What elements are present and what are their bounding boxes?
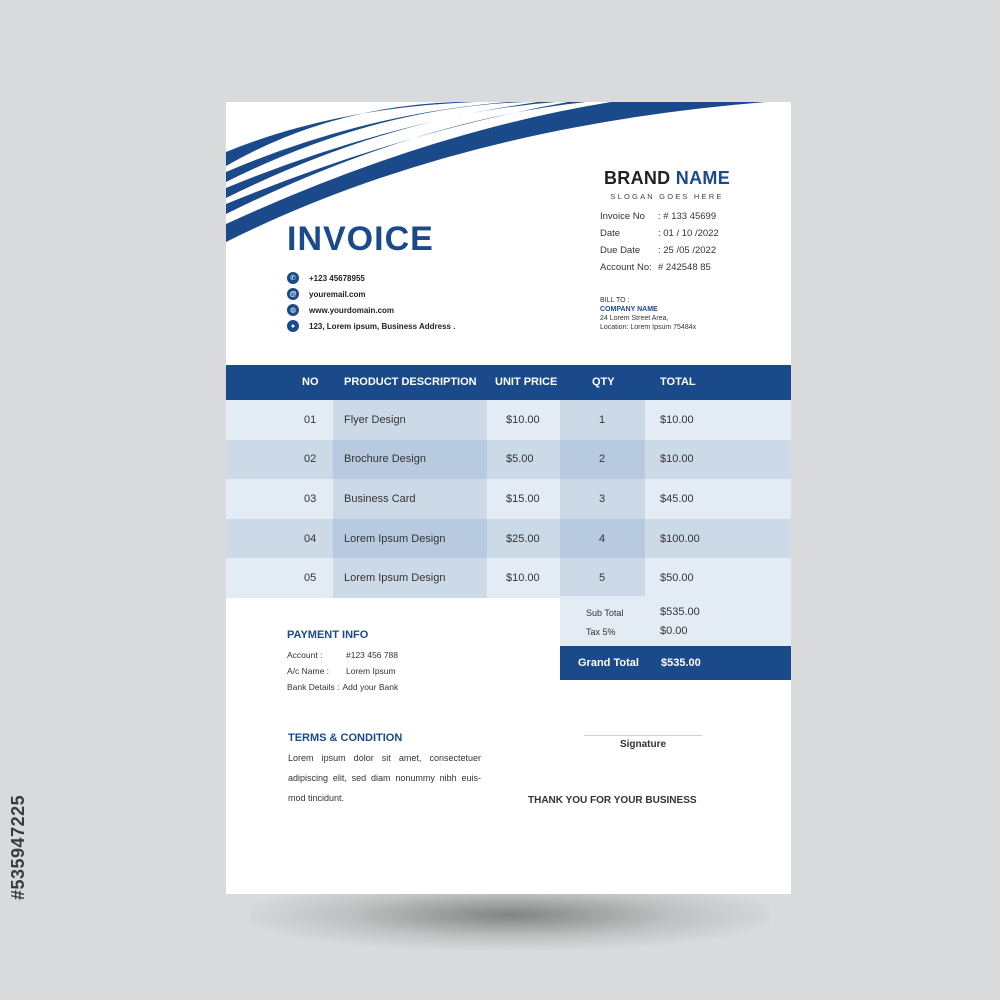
table-row bbox=[226, 479, 791, 519]
meta-label: Invoice No bbox=[600, 211, 645, 222]
cell-unit-price: $25.00 bbox=[506, 532, 540, 545]
stock-id-label: #535947225 bbox=[8, 794, 28, 900]
contact-text: 123, Lorem ipsum, Business Address . bbox=[309, 321, 456, 331]
meta-row-account-no bbox=[600, 259, 719, 276]
col-header-no: NO bbox=[302, 376, 319, 388]
contact-text: +123 45678955 bbox=[309, 273, 365, 283]
terms-text: Lorem ipsum dolor sit amet, consectetuer adipiscing elit, sed diam nonummy nibh euis-mod tincidunt. bbox=[288, 753, 481, 803]
payment-info bbox=[287, 647, 398, 695]
contact-website bbox=[287, 302, 455, 318]
location-pin-icon: ● bbox=[287, 320, 299, 332]
table-row bbox=[226, 519, 791, 559]
bill-to-company: COMPANY NAME bbox=[600, 306, 658, 313]
meta-row-date bbox=[600, 225, 719, 242]
subtotal-label: Sub Total bbox=[586, 608, 624, 618]
cell-description: Lorem Ipsum Design bbox=[344, 572, 446, 585]
cell-no: 04 bbox=[304, 532, 317, 545]
meta-label: Account No: bbox=[600, 262, 652, 273]
payment-label: Bank Details : bbox=[287, 682, 340, 692]
cell-description: Business Card bbox=[344, 492, 416, 505]
contact-email bbox=[287, 286, 455, 302]
table-row bbox=[226, 558, 791, 598]
cell-qty: 4 bbox=[599, 532, 606, 545]
meta-value: : # 133 45699 bbox=[658, 211, 717, 222]
cell-description: Lorem Ipsum Design bbox=[344, 532, 446, 545]
cell-no: 05 bbox=[304, 572, 317, 585]
contact-text: youremail.com bbox=[309, 289, 366, 299]
signature-line bbox=[584, 735, 702, 736]
payment-label: Account : bbox=[287, 650, 323, 660]
payment-value: #123 456 788 bbox=[346, 650, 398, 660]
payment-account-row bbox=[287, 647, 398, 663]
bill-to-block bbox=[600, 296, 696, 332]
cell-qty: 5 bbox=[599, 572, 606, 585]
meta-value: : 01 / 10 /2022 bbox=[658, 228, 719, 239]
meta-value: : 25 /05 /2022 bbox=[658, 245, 717, 256]
brand-slogan: SLOGAN GOES HERE bbox=[610, 192, 724, 201]
invoice-page bbox=[226, 102, 791, 894]
payment-label: A/c Name : bbox=[287, 666, 330, 676]
contact-list bbox=[287, 270, 455, 334]
cell-total: $50.00 bbox=[660, 572, 694, 585]
meta-label: Due Date bbox=[600, 245, 641, 256]
brand-block bbox=[602, 168, 732, 201]
tax-value: $0.00 bbox=[660, 625, 688, 637]
cell-total: $100.00 bbox=[660, 532, 700, 545]
payment-ac-name-row bbox=[287, 663, 398, 679]
cell-unit-price: $10.00 bbox=[506, 572, 540, 585]
grand-total-value: $535.00 bbox=[661, 657, 701, 669]
cell-unit-price: $15.00 bbox=[506, 492, 540, 505]
cell-unit-price: $5.00 bbox=[506, 453, 534, 466]
invoice-title: INVOICE bbox=[287, 220, 434, 258]
brand-name-part2: NAME bbox=[675, 168, 730, 188]
cell-description: Brochure Design bbox=[344, 453, 426, 466]
cell-no: 01 bbox=[304, 413, 317, 426]
contact-phone bbox=[287, 270, 455, 286]
invoice-meta bbox=[600, 208, 719, 276]
cell-no: 03 bbox=[304, 492, 317, 505]
cell-total: $10.00 bbox=[660, 413, 694, 426]
phone-icon: ✆ bbox=[287, 272, 299, 284]
cell-total: $10.00 bbox=[660, 453, 694, 466]
cell-description: Flyer Design bbox=[344, 413, 406, 426]
meta-label: Date bbox=[600, 228, 621, 239]
cell-total: $45.00 bbox=[660, 492, 694, 505]
meta-value: # 242548 85 bbox=[658, 262, 711, 273]
signature-label: Signature bbox=[619, 739, 667, 750]
bill-to-location: Location: Lorem Ipsum 75484x bbox=[600, 324, 697, 331]
grand-total-bar bbox=[560, 646, 791, 680]
brand-name-part1: BRAND bbox=[603, 168, 671, 188]
col-header-description: PRODUCT DESCRIPTION bbox=[344, 376, 477, 388]
cell-qty: 1 bbox=[599, 413, 606, 426]
terms-title: TERMS & CONDITION bbox=[288, 732, 403, 744]
meta-row-invoice-no bbox=[600, 208, 719, 225]
cell-qty: 2 bbox=[599, 453, 606, 466]
bill-to-street: 24 Lorem Street Area, bbox=[600, 315, 669, 322]
payment-info-title: PAYMENT INFO bbox=[287, 629, 369, 641]
tax-label: Tax 5% bbox=[586, 627, 616, 637]
payment-bank-row bbox=[287, 679, 398, 695]
totals-box bbox=[560, 596, 791, 648]
cell-no: 02 bbox=[304, 453, 317, 466]
col-header-qty: QTY bbox=[592, 376, 615, 388]
col-header-unit-price: UNIT PRICE bbox=[495, 376, 558, 388]
meta-row-due-date bbox=[600, 242, 719, 259]
table-body bbox=[226, 400, 791, 598]
table-row bbox=[226, 440, 791, 480]
table-header bbox=[226, 365, 791, 400]
col-header-total: TOTAL bbox=[660, 376, 696, 388]
table-row bbox=[226, 400, 791, 440]
cell-qty: 3 bbox=[599, 492, 606, 505]
subtotal-value: $535.00 bbox=[660, 606, 700, 618]
thank-you-message: THANK YOU FOR YOUR BUSINESS bbox=[528, 795, 697, 806]
brand-name bbox=[602, 168, 732, 189]
bill-to-label: BILL TO : bbox=[600, 297, 630, 304]
grand-total-label: Grand Total bbox=[578, 657, 639, 669]
payment-value: Add your Bank bbox=[342, 682, 399, 692]
contact-text: www.yourdomain.com bbox=[309, 305, 395, 315]
payment-value: Lorem Ipsum bbox=[346, 666, 396, 676]
email-icon: @ bbox=[287, 288, 299, 300]
globe-icon: ◍ bbox=[287, 304, 299, 316]
contact-address bbox=[287, 318, 455, 334]
cell-unit-price: $10.00 bbox=[506, 413, 540, 426]
